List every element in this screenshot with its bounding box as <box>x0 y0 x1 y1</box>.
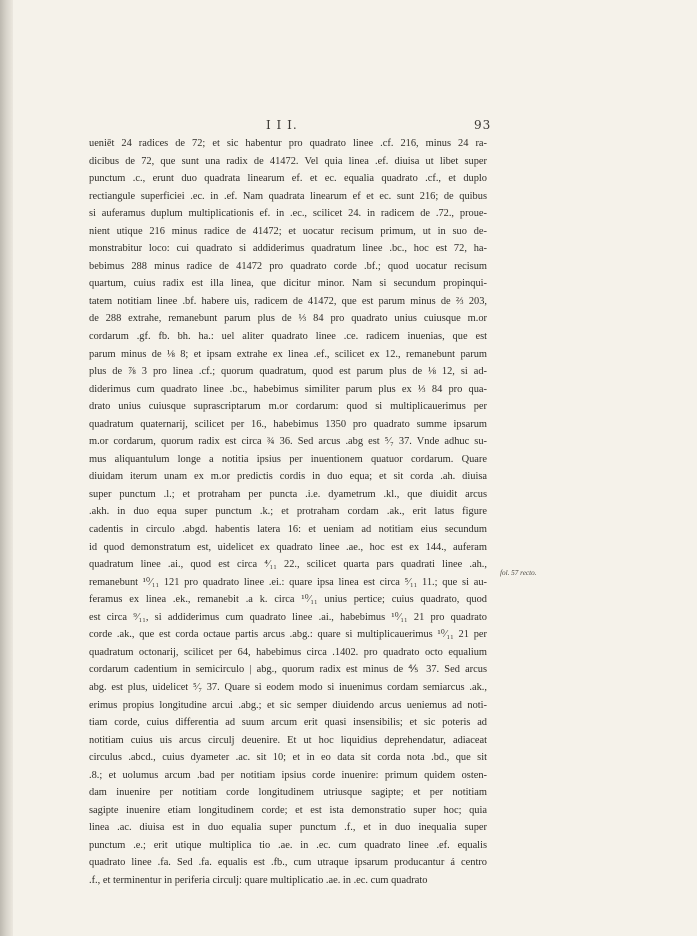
margin-note: fol. 57 recto. <box>500 569 537 577</box>
text-line: quadratum linee .ai., quod est circa ⁴⁄₁₁ 22., scilicet quarta pars quadrati linee .ah., <box>89 559 487 571</box>
text-line: drato unius cuiusque suprascriptarum m.or cordarum: quod si multiplicauerimus per <box>89 401 487 413</box>
text-line: punctum .c., erunt duo quadrata linearum ef. et ec. equalia quadrato .cf., et duplo <box>89 173 487 185</box>
text-line: circulus .abcd., cuius dyameter .ac. sit 10; et in eo data sit corda nota .bd., que sit <box>89 752 487 764</box>
text-line: cadentis in circulo .abgd. habentis latera 16: et ueniam ad notitiam eius secundum <box>89 524 487 536</box>
text-line: dam inuenire per notitiam corde longitudinem utriusque sagipte; et per notitiam <box>89 787 487 799</box>
text-line: punctum .e.; erit utique multiplica tio .ae. in .ec. cum quadrato linee .ef. equalis <box>89 839 487 851</box>
page-header <box>0 118 697 132</box>
text-line: tiam corde, cuius differentia ad suum arcum erit quasi insensibilis; et sic poteris ad <box>89 717 487 729</box>
page-binding-edge <box>0 0 13 936</box>
text-line: quadratum quaternarij, scilicet per 16., habebimus 1350 pro quadrato summe ipsarum <box>89 418 487 430</box>
text-line: linea .ac. diuisa est in duo equalia super punctum .f., et in duo inequalia super <box>89 822 487 834</box>
text-line: diderimus cum quadrato linee .bc., habebimus similiter parum plus ex ⅓ 84 pro qua- <box>89 383 487 395</box>
text-line: nient utique 216 minus radice de 41472; et uocatur recisum primum, ut in suo de- <box>89 225 487 237</box>
text-line: plus de ⅞ 3 pro linea .cf.; quorum quadratum, quod est parum plus de ⅛ 12, si ad- <box>89 366 487 378</box>
text-line: .akh. in duo equa super punctum .k.; et protraham cordam .ak., erit latus figure <box>89 506 487 518</box>
chapter-numeral: I I I. <box>266 118 298 132</box>
text-line: sagipte inuenire etiam longitudinem corde; et est ista demonstratio super hoc; quia <box>89 804 487 816</box>
text-line: parum minus de ⅛ 8; et ipsam extrahe ex linea .ef., scilicet ex 12., remanebunt parum <box>89 348 487 360</box>
text-line: .8.; et uolumus arcum .bad per notitiam ipsius corde inuenire: primum quidem osten- <box>89 769 487 781</box>
text-line: dicibus de 72, que sunt una radix de 41472. Vel quia linea .ef. diuisa ut libet super <box>89 155 487 167</box>
page-number: 93 <box>474 118 492 132</box>
text-line: monstrabitur loco: cui quadrato si addiderimus quadratum linee .bc., hoc est 72, ha- <box>89 243 487 255</box>
text-line: est circa ⁹⁄₁₁, si addiderimus cum quadrato linee .ai., habebimus ¹⁰⁄₁₁ 21 pro quadrato <box>89 611 487 623</box>
text-line: quadratum octonarij, scilicet per 64, habebimus circa .1402. pro quadrato octo equalium <box>89 646 487 658</box>
text-line: remanebunt ¹⁰⁄₁₁ 121 pro quadrato linee .ei.: quare ipsa linea est circa ⁵⁄₁₁ 11.; que si au- <box>89 576 487 588</box>
text-line: feramus ex linea .ek., remanebit .a k. circa ¹⁰⁄₁₁ unius pertice; cuius quadrato, quod <box>89 594 487 606</box>
text-line: abg. est plus, uidelicet ⁵⁄₇ 37. Quare si eodem modo si inuenimus cordam semiarcus .ak., <box>89 681 487 693</box>
text-line: quadrato linee .fa. Sed .fa. equalis est .fb., cum utraque ipsarum producantur á centro <box>89 857 487 869</box>
text-line: .f., et terminentur in periferia circulj: quare multiplicatio .ae. in .ec. cum quadrato <box>89 874 428 886</box>
text-line: rectiangule superficiei .ec. in .ef. Nam quadrata linearum ef et ec. sunt 216; de quibus <box>89 190 487 202</box>
text-line: erimus propius longitudine arcui .abg.; et sic semper diuidendo arcus ueniemus ad noti- <box>89 699 487 711</box>
text-line: super punctum .l.; et protraham per puncta .i.e. dyametrum .kl., que diuidit arcus <box>89 488 487 500</box>
text-line: cordarum cadentium in semicirculo | abg., quorum radix est minus de ⅘ 37. Sed arcus <box>89 664 487 676</box>
text-line: corde .ak., que est corda octaue partis arcus .abg.: quare si multiplicauerimus ¹⁰⁄₁₁ 21 per <box>89 629 487 641</box>
text-line: m.or cordarum, quorum radix est circa ¾ 36. Sed arcus .abg est ⁵⁄₇ 37. Vnde adhuc su- <box>89 436 487 448</box>
text-line: id quod demonstratum est, uidelicet ex quadrato linee .ae., hoc est ex 144., auferam <box>89 541 487 553</box>
body-text <box>89 135 487 890</box>
text-line: si auferamus duplum multiplicationis ef. in .ec., scilicet 24. in radicem de .72., proue- <box>89 208 487 220</box>
text-line: mus aliquantulum longe a notitia ipsius per inuentionem quatuor cordarum. Quare <box>89 453 487 465</box>
text-line: de 288 extrahe, remanebunt parum plus de ⅓ 84 pro quadrato unius cuiusque m.or <box>89 313 487 325</box>
text-line: ueniēt 24 radices de 72; et sic habentur pro quadrato linee .cf. 216, minus 24 ra- <box>89 138 487 149</box>
text-line: diuidam iterum unam ex m.or predictis cordis in duo equa; et sit corda .ah. diuisa <box>89 471 487 483</box>
text-line: tatem notitiam linee .bf. habere uis, radicem de 41472, que est parum minus de ⅔ 203, <box>89 295 487 307</box>
text-line: notitiam cuius uis arcus circulj deuenire. Et ut hoc liquidius deprehendatur, adiaceat <box>89 734 487 746</box>
text-line: bebimus 288 minus radice de 41472 pro quadrato corde .bf.; quod uocatur recisum <box>89 260 487 272</box>
text-line: quartum, cuius radix est illa linea, que dicitur minor. Nam si secundum propinqui- <box>89 278 487 290</box>
text-line: cordarum .gf. fb. bh. ha.: uel aliter quadrato linee .ce. radicem inuenias, que est <box>89 331 487 343</box>
